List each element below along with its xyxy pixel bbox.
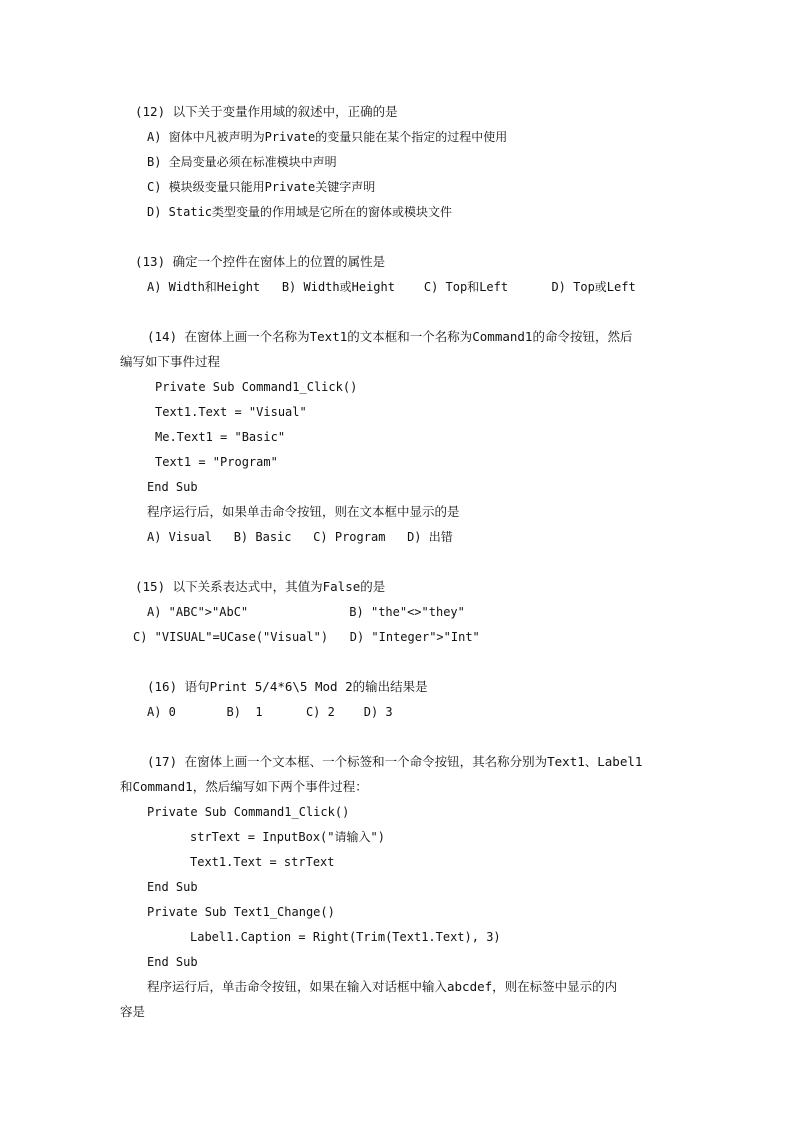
- question-17-code-line: Private Sub Command1_Click(): [147, 805, 350, 819]
- question-15-options-line-1: A) "ABC">"AbC" B) "the"<>"they": [147, 605, 465, 619]
- question-14-question: 程序运行后，如果单击命令按钮，则在文本框中显示的是: [147, 504, 460, 519]
- question-16-stem: (16) 语句Print 5/4*6\5 Mod 2的输出结果是: [147, 679, 428, 694]
- question-12-option-b: B) 全局变量必须在标准模块中声明: [147, 155, 337, 169]
- question-17-code-line: End Sub: [147, 880, 198, 894]
- question-14-stem-line-2: 编写如下事件过程: [120, 354, 221, 369]
- question-17-stem-line-1: (17) 在窗体上画一个文本框、一个标签和一个命令按钮，其名称分别为Text1、Label1: [147, 754, 643, 769]
- question-13-options: A) Width和Height B) Width或Height C) Top和Left D) Top或Left: [147, 280, 636, 294]
- question-15-stem: (15) 以下关系表达式中，其值为False的是: [135, 579, 386, 594]
- question-17-code-line: strText = InputBox("请输入"): [190, 830, 385, 844]
- question-17-code-line: Text1.Text = strText: [190, 855, 335, 869]
- question-12-option-d: D) Static类型变量的作用域是它所在的窗体或模块文件: [147, 205, 453, 219]
- question-14-code-line: End Sub: [147, 480, 198, 494]
- question-17-code-line: Label1.Caption = Right(Trim(Text1.Text), 3): [190, 930, 501, 944]
- question-13-stem: (13) 确定一个控件在窗体上的位置的属性是: [135, 254, 386, 269]
- question-16-options: A) 0 B) 1 C) 2 D) 3: [147, 705, 393, 719]
- question-14-code-line: Text1.Text = "Visual": [155, 405, 307, 419]
- question-14-code-line: Private Sub Command1_Click(): [155, 380, 358, 394]
- question-17-code-line: Private Sub Text1_Change(): [147, 905, 335, 919]
- question-17-code-line: End Sub: [147, 955, 198, 969]
- question-15-options-line-2: C) "VISUAL"=UCase("Visual") D) "Integer">"Int": [133, 630, 480, 644]
- question-17-stem-line-2: 和Command1，然后编写如下两个事件过程：: [120, 779, 368, 794]
- question-17-question-line-2: 容是: [120, 1004, 146, 1019]
- question-14-stem-line-1: (14) 在窗体上画一个名称为Text1的文本框和一个名称为Command1的命令按钮，然后: [147, 329, 633, 344]
- question-14-code-line: Me.Text1 = "Basic": [155, 430, 286, 444]
- question-12-option-a: A) 窗体中凡被声明为Private的变量只能在某个指定的过程中使用: [147, 130, 508, 144]
- question-12-option-c: C) 模块级变量只能用Private关键字声明: [147, 180, 376, 194]
- question-14-code-line: Text1 = "Program": [155, 455, 278, 469]
- question-14-options: A) Visual B) Basic C) Program D) 出错: [147, 530, 453, 544]
- question-17-question-line-1: 程序运行后，单击命令按钮，如果在输入对话框中输入abcdef，则在标签中显示的内: [147, 979, 618, 994]
- question-12-stem: (12) 以下关于变量作用域的叙述中，正确的是: [135, 104, 398, 119]
